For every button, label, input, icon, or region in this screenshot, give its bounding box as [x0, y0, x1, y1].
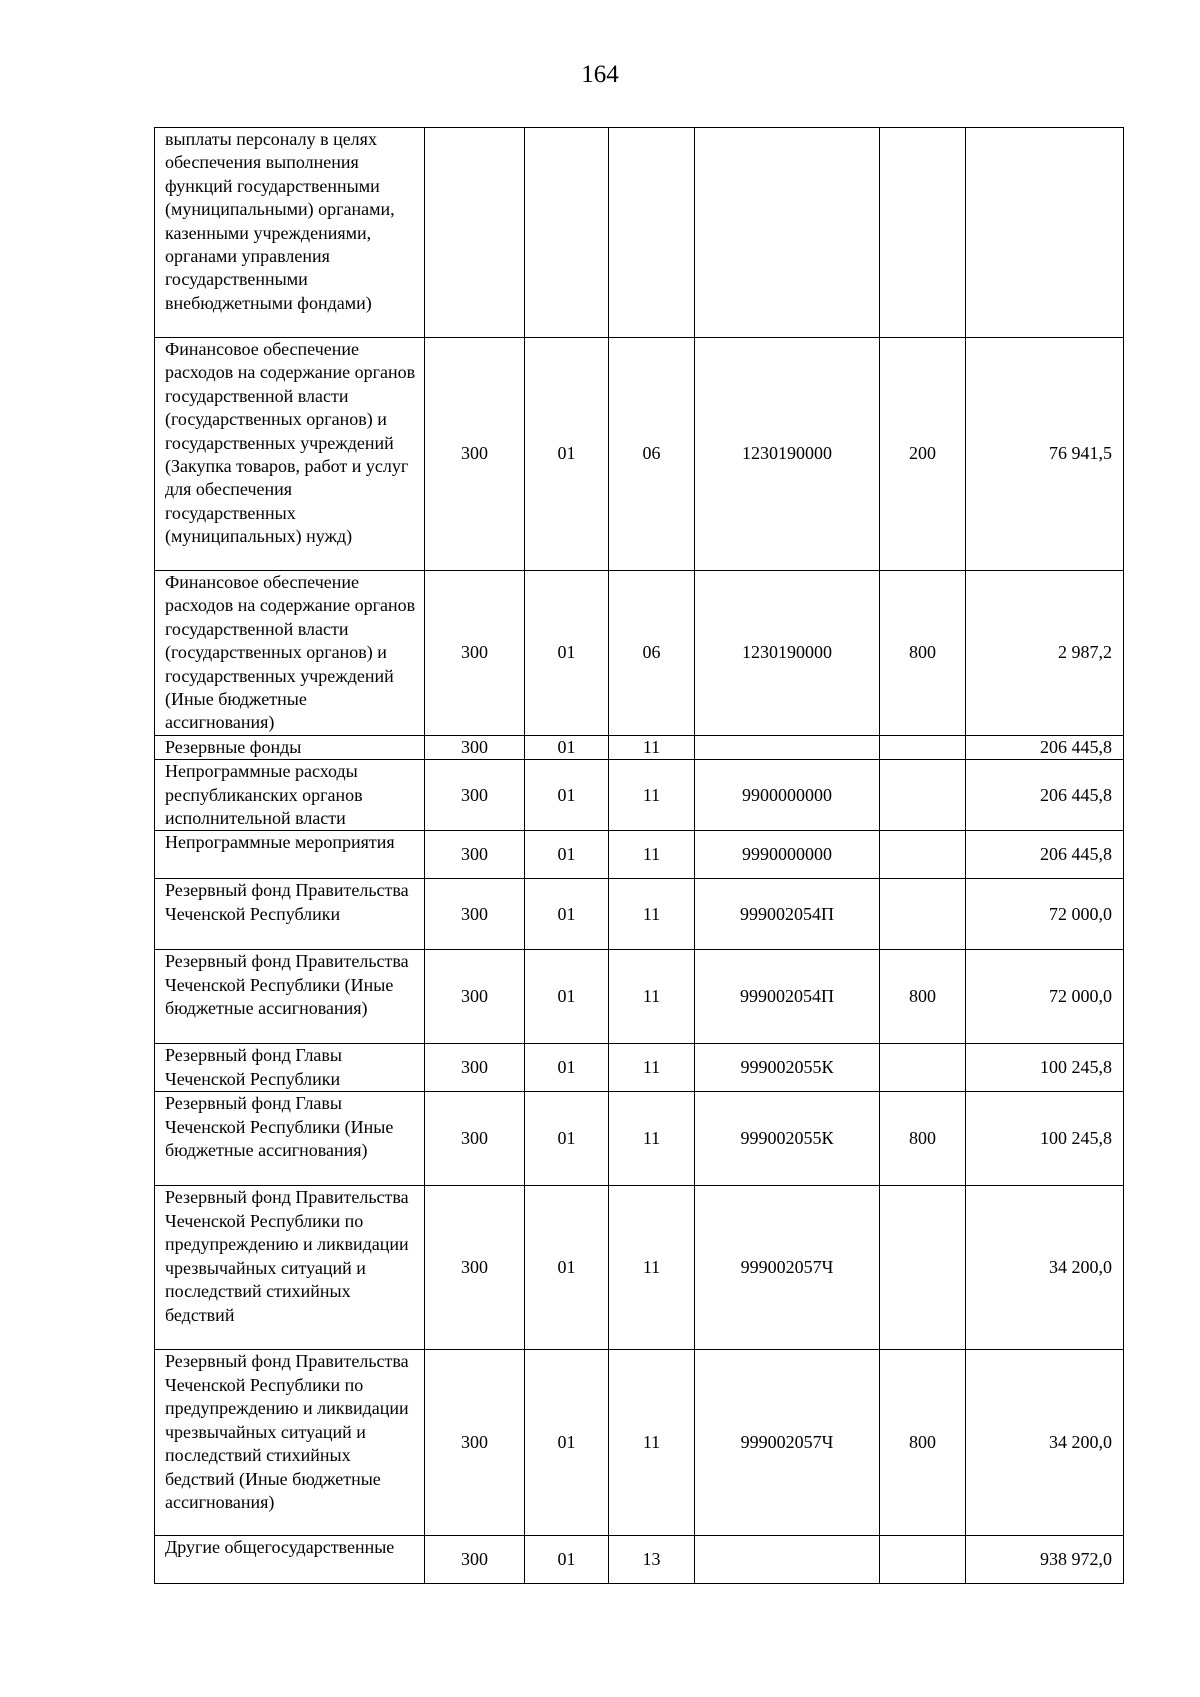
row-amount-cell: 34 200,0 [966, 1186, 1124, 1350]
row-rz-cell: 01 [525, 735, 609, 759]
table-row [155, 338, 1124, 571]
row-vr-cell [880, 1536, 966, 1584]
row-vr-cell [880, 760, 966, 831]
row-csr-cell: 999002054П [695, 879, 880, 950]
row-pr-cell: 06 [609, 338, 695, 571]
row-rz-cell: 01 [525, 571, 609, 736]
row-pr-cell: 11 [609, 1092, 695, 1186]
row-gr-cell: 300 [425, 1186, 525, 1350]
row-pr-cell: 13 [609, 1536, 695, 1584]
row-rz-cell: 01 [525, 1536, 609, 1584]
row-csr-cell: 999002057Ч [695, 1350, 880, 1536]
row-gr-cell: 300 [425, 338, 525, 571]
row-amount-cell: 100 245,8 [966, 1044, 1124, 1092]
row-amount-cell: 72 000,0 [966, 950, 1124, 1044]
row-name-cell: Резервный фонд Главы Чеченской Республики (Иные бюджетные ассигнования) [155, 1092, 425, 1186]
row-gr-cell: 300 [425, 1536, 525, 1584]
row-pr-cell: 06 [609, 571, 695, 736]
row-gr-cell: 300 [425, 735, 525, 759]
row-name-cell: Резервный фонд Правительства Чеченской Республики по предупреждению и ликвидации чрезвычайных ситуаций и последствий стихийных бедствий (Иные бюджетные ассигнования) [155, 1350, 425, 1536]
row-gr-cell: 300 [425, 1350, 525, 1536]
row-csr-cell [695, 735, 880, 759]
table-row [155, 879, 1124, 950]
row-gr-cell: 300 [425, 950, 525, 1044]
row-rz-cell: 01 [525, 1350, 609, 1536]
row-pr-cell: 11 [609, 831, 695, 879]
row-pr-cell: 11 [609, 879, 695, 950]
row-name-cell: Резервный фонд Правительства Чеченской Республики [155, 879, 425, 950]
row-rz-cell: 01 [525, 338, 609, 571]
row-amount-cell: 206 445,8 [966, 831, 1124, 879]
row-rz-cell: 01 [525, 1044, 609, 1092]
row-vr-cell [880, 1186, 966, 1350]
row-gr-cell: 300 [425, 1044, 525, 1092]
table-row [155, 571, 1124, 736]
table-row [155, 735, 1124, 759]
row-name-cell: Непрограммные расходы республиканских органов исполнительной власти [155, 760, 425, 831]
row-gr-cell: 300 [425, 879, 525, 950]
table-row [155, 1186, 1124, 1350]
row-vr-cell: 800 [880, 571, 966, 736]
row-amount-cell: 2 987,2 [966, 571, 1124, 736]
row-gr-cell [425, 128, 525, 338]
row-amount-cell: 72 000,0 [966, 879, 1124, 950]
row-pr-cell: 11 [609, 1044, 695, 1092]
row-name-cell: Резервный фонд Правительства Чеченской Республики по предупреждению и ликвидации чрезвычайных ситуаций и последствий стихийных бедствий [155, 1186, 425, 1350]
row-vr-cell [880, 1044, 966, 1092]
row-vr-cell [880, 735, 966, 759]
row-pr-cell: 11 [609, 735, 695, 759]
row-csr-cell: 999002054П [695, 950, 880, 1044]
row-csr-cell: 1230190000 [695, 338, 880, 571]
row-rz-cell: 01 [525, 760, 609, 831]
row-pr-cell: 11 [609, 1186, 695, 1350]
row-rz-cell: 01 [525, 1092, 609, 1186]
row-vr-cell [880, 831, 966, 879]
row-rz-cell: 01 [525, 950, 609, 1044]
table-row [155, 128, 1124, 338]
row-csr-cell: 999002055К [695, 1044, 880, 1092]
row-gr-cell: 300 [425, 571, 525, 736]
row-pr-cell: 11 [609, 1350, 695, 1536]
budget-table [154, 127, 1124, 1584]
row-vr-cell: 800 [880, 1350, 966, 1536]
row-amount-cell: 206 445,8 [966, 735, 1124, 759]
row-rz-cell: 01 [525, 831, 609, 879]
row-pr-cell: 11 [609, 760, 695, 831]
row-csr-cell: 9990000000 [695, 831, 880, 879]
table-row [155, 1350, 1124, 1536]
row-pr-cell: 11 [609, 950, 695, 1044]
table-row [155, 760, 1124, 831]
row-vr-cell [880, 879, 966, 950]
row-name-cell: Финансовое обеспечение расходов на содержание органов государственной власти (государственных органов) и государственных учреждений (Иные бюджетные ассигнования) [155, 571, 425, 736]
row-name-cell: Резервный фонд Правительства Чеченской Республики (Иные бюджетные ассигнования) [155, 950, 425, 1044]
row-vr-cell: 800 [880, 950, 966, 1044]
row-amount-cell: 34 200,0 [966, 1350, 1124, 1536]
row-csr-cell [695, 128, 880, 338]
row-csr-cell: 1230190000 [695, 571, 880, 736]
table-row [155, 950, 1124, 1044]
table-row [155, 1092, 1124, 1186]
row-rz-cell: 01 [525, 1186, 609, 1350]
row-vr-cell: 200 [880, 338, 966, 571]
table-row [155, 1536, 1124, 1584]
table-body [155, 128, 1124, 1584]
row-gr-cell: 300 [425, 1092, 525, 1186]
row-amount-cell [966, 128, 1124, 338]
table-row [155, 831, 1124, 879]
row-name-cell: Резервные фонды [155, 735, 425, 759]
row-name-cell: выплаты персоналу в целях обеспечения выполнения функций государственными (муниципальными) органами, казенными учреждениями, органами управления государственными внебюджетными фондами) [155, 128, 425, 338]
row-csr-cell: 9900000000 [695, 760, 880, 831]
row-name-cell: Финансовое обеспечение расходов на содержание органов государственной власти (государственных органов) и государственных учреждений (Закупка товаров, работ и услуг для обеспечения государственных (муниципальных) нужд) [155, 338, 425, 571]
row-csr-cell: 999002057Ч [695, 1186, 880, 1350]
row-amount-cell: 206 445,8 [966, 760, 1124, 831]
row-rz-cell [525, 128, 609, 338]
row-name-cell: Резервный фонд Главы Чеченской Республики [155, 1044, 425, 1092]
row-gr-cell: 300 [425, 760, 525, 831]
row-csr-cell: 999002055К [695, 1092, 880, 1186]
row-pr-cell [609, 128, 695, 338]
row-amount-cell: 938 972,0 [966, 1536, 1124, 1584]
table-row [155, 1044, 1124, 1092]
row-rz-cell: 01 [525, 879, 609, 950]
row-amount-cell: 76 941,5 [966, 338, 1124, 571]
row-vr-cell [880, 128, 966, 338]
row-csr-cell [695, 1536, 880, 1584]
row-gr-cell: 300 [425, 831, 525, 879]
row-name-cell: Другие общегосударственные [155, 1536, 425, 1584]
row-vr-cell: 800 [880, 1092, 966, 1186]
page-number: 164 [581, 61, 619, 88]
row-amount-cell: 100 245,8 [966, 1092, 1124, 1186]
row-name-cell: Непрограммные мероприятия [155, 831, 425, 879]
